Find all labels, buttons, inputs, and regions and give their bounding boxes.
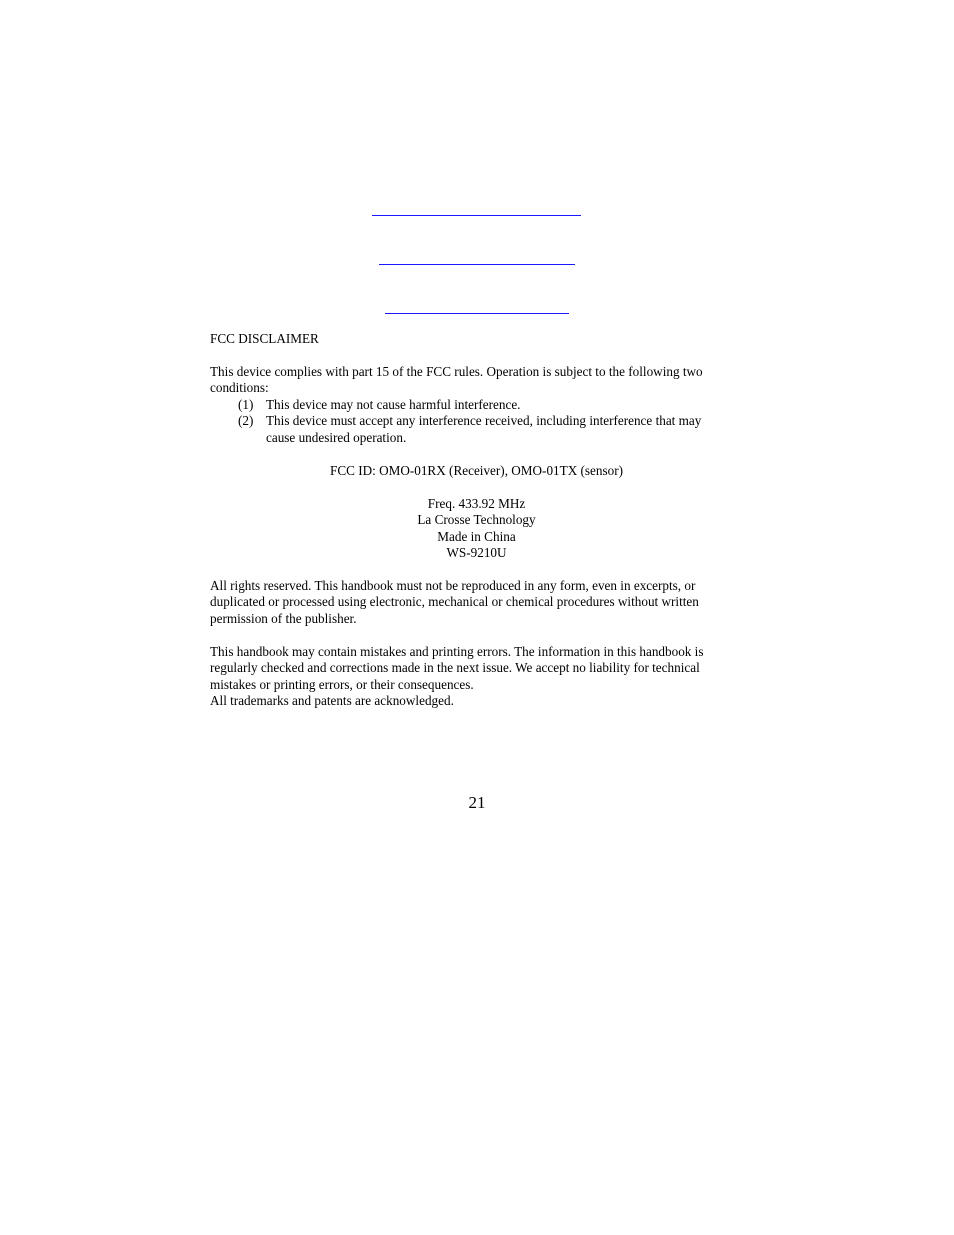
- page-number: 21: [468, 793, 486, 812]
- liability-line-3: mistakes or printing errors, or their consequences.: [210, 677, 474, 692]
- condition-2-number: (2): [238, 413, 254, 428]
- rights-line-3: permission of the publisher.: [210, 611, 357, 626]
- product-origin: Made in China: [437, 529, 516, 544]
- trademarks-line: All trademarks and patents are acknowledged.: [210, 693, 454, 708]
- rights-line-2: duplicated or processed using electronic, mechanical or chemical procedures without written: [210, 594, 699, 609]
- product-model: WS-9210U: [446, 545, 507, 560]
- liability-line-2: regularly checked and corrections made in the next issue. We accept no liability for technical: [210, 660, 700, 675]
- link-underline-3[interactable]: [385, 313, 569, 314]
- intro-line-2: conditions:: [210, 380, 269, 395]
- condition-1-number: (1): [238, 397, 254, 412]
- fcc-id: FCC ID: OMO-01RX (Receiver), OMO-01TX (sensor): [329, 463, 623, 478]
- condition-2-text-line-2: cause undesired operation.: [266, 430, 407, 445]
- link-underline-2[interactable]: [379, 264, 575, 265]
- liability-line-1: This handbook may contain mistakes and printing errors. The information in this handbook is: [210, 644, 704, 659]
- product-frequency: Freq. 433.92 MHz: [427, 496, 526, 511]
- rights-line-1: All rights reserved. This handbook must not be reproduced in any form, even in excerpts, or: [210, 578, 696, 593]
- condition-2-text-line-1: This device must accept any interference received, including interference that may: [266, 413, 702, 428]
- fcc-disclaimer-heading: FCC DISCLAIMER: [210, 331, 319, 346]
- product-manufacturer: La Crosse Technology: [417, 512, 536, 527]
- condition-1-text: This device may not cause harmful interference.: [266, 397, 521, 412]
- link-underline-1[interactable]: [372, 215, 581, 216]
- intro-line-1: This device complies with part 15 of the FCC rules. Operation is subject to the following two: [210, 364, 703, 379]
